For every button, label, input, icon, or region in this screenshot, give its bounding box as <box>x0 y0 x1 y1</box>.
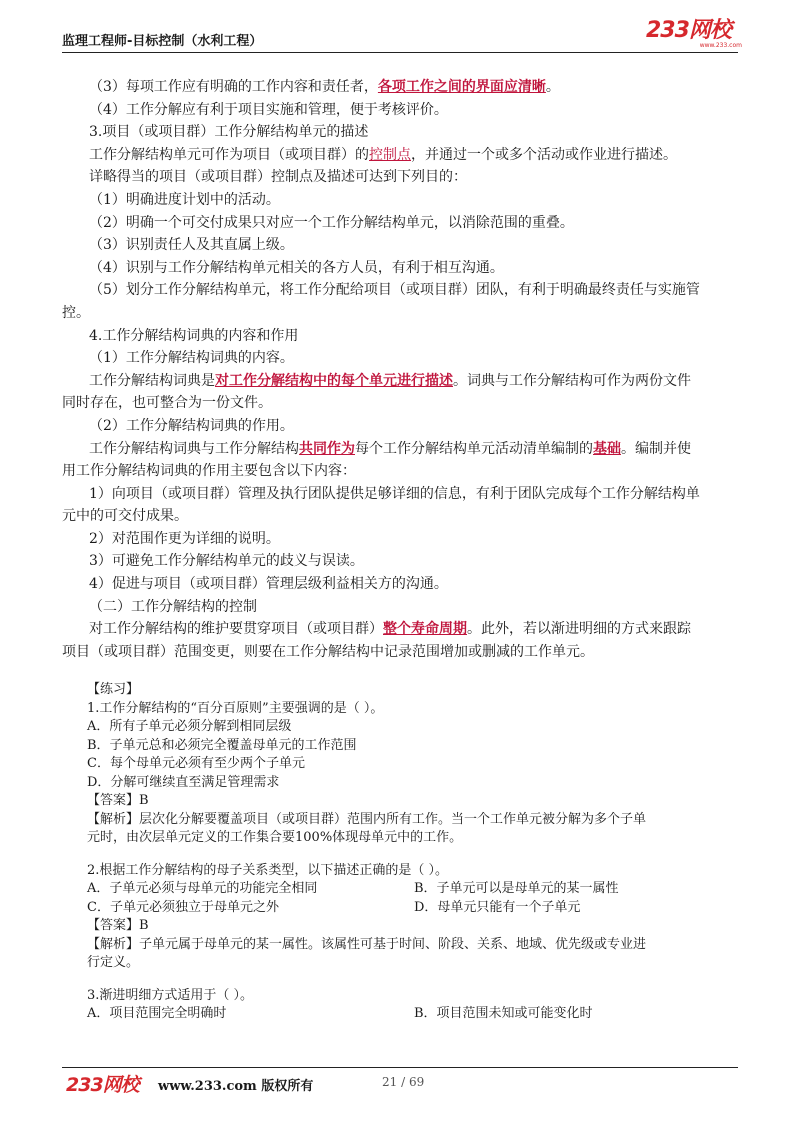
footer-copyright: www.233.com 版权所有 <box>158 1079 314 1094</box>
option-a: A．子单元必须与母单元的功能完全相同 <box>87 881 318 897</box>
explanation-line: 【解析】层次化分解要覆盖项目（或项目群）范围内所有工作。当一个工作单元被分解为多个子单 <box>87 811 647 827</box>
option-row <box>62 899 752 918</box>
option-d: D．分解可继续直至满足管理需求 <box>87 774 280 790</box>
explanation-line: 【解析】子单元属于母单元的某一属性。该属性可基于时间、阶段、关系、地域、优先级或专业进 <box>87 936 647 952</box>
highlight: 基础 <box>593 440 621 457</box>
paragraph-line: （4）工作分解应有利于项目实施和管理，便于考核评价。 <box>89 101 448 118</box>
paragraph-line: 工作分解结构单元可作为项目（或项目群）的控制点，并通过一个或多个活动或作业进行描述。 <box>89 146 677 163</box>
list-item: （4）识别与工作分解结构单元相关的各方人员，有利于相互沟通。 <box>89 259 504 276</box>
brand-logo <box>646 20 746 50</box>
highlight: 各项工作之间的界面应清晰 <box>377 79 546 95</box>
subheading: （1）工作分解结构词典的内容。 <box>89 350 294 367</box>
option-b: B．项目范围未知或可能变化时 <box>414 1006 593 1022</box>
document-title: 监理工程师-目标控制（水利工程） <box>62 34 263 49</box>
list-item: 1）向项目（或项目群）管理及执行团队提供足够详细的信息，有利于团队完成每个工作分解结构单 <box>89 485 700 502</box>
paragraph-line: （3）每项工作应有明确的工作内容和责任者，各项工作之间的界面应清晰。 <box>89 79 560 95</box>
highlight: 对工作分解结构中的每个单元进行描述 <box>215 372 453 389</box>
subheading: （2）工作分解结构词典的作用。 <box>89 417 294 434</box>
option-b: B．子单元可以是母单元的某一属性 <box>414 881 619 897</box>
list-item: （5）划分工作分解结构单元，将工作分配给项目（或项目群）团队，有利于明确最终责任与实施管 <box>89 282 700 299</box>
paragraph-line: 工作分解结构词典是对工作分解结构中的每个单元进行描述。词典与工作分解结构可作为两份文件 <box>89 372 691 389</box>
main-content <box>62 76 752 1024</box>
paragraph-line: 对工作分解结构的维护要贯穿项目（或项目群）整个寿命周期。此外，若以渐进明细的方式来跟踪 <box>89 621 691 638</box>
explanation-line: 元时，由次层单元定义的工作集合要100%体现母单元中的工作。 <box>87 830 463 846</box>
paragraph-line: 用工作分解结构词典的作用主要包含以下内容： <box>62 463 356 480</box>
exercise-section <box>62 681 752 1024</box>
paragraph-line: 详略得当的项目（或项目群）控制点及描述可达到下列目的： <box>89 169 467 186</box>
list-item: （2）明确一个可交付成果只对应一个工作分解结构单元，以消除范围的重叠。 <box>89 214 574 231</box>
list-item: 4）促进与项目（或项目群）管理层级利益相关方的沟通。 <box>89 576 448 593</box>
option-row <box>62 1005 752 1024</box>
footer-divider <box>62 1067 738 1068</box>
paragraph-line: 项目（或项目群）范围变更，则要在工作分解结构中记录范围增加或删减的工作单元。 <box>62 643 594 660</box>
option-a: A．所有子单元必须分解到相同层级 <box>87 719 292 735</box>
footer-logo: 233网校 <box>66 1074 139 1096</box>
option-d: D．母单元只能有一个子单元 <box>414 899 581 915</box>
paragraph-line: 同时存在，也可整合为一份文件。 <box>62 395 272 412</box>
subheading: （二）工作分解结构的控制 <box>89 598 257 615</box>
option-c: C．每个母单元必须有至少两个子单元 <box>87 756 305 772</box>
option-c: C．子单元必须独立于母单元之外 <box>87 899 279 915</box>
section-heading: 3.项目（或项目群）工作分解结构单元的描述 <box>89 124 369 141</box>
option-row <box>62 880 752 899</box>
list-item: 3）可避免工作分解结构单元的歧义与误读。 <box>89 553 364 570</box>
section-heading: 4.工作分解结构词典的内容和作用 <box>89 327 299 344</box>
exercise-title: 【练习】 <box>87 682 140 698</box>
explanation-line: 行定义。 <box>87 955 140 971</box>
header-divider <box>62 52 738 53</box>
highlight: 整个寿命周期 <box>383 621 467 638</box>
paragraph-line: 工作分解结构词典与工作分解结构共同作为每个工作分解结构单元活动清单编制的基础。编制并使 <box>89 440 691 457</box>
highlight: 共同作为 <box>299 440 355 457</box>
option-b: B．子单元总和必须完全覆盖母单元的工作范围 <box>87 737 357 753</box>
option-a: A．项目范围完全明确时 <box>87 1006 227 1022</box>
list-item: （1）明确进度计划中的活动。 <box>89 191 280 208</box>
list-item: （3）识别责任人及其直属上级。 <box>89 237 294 254</box>
list-item-continuation: 元中的可交付成果。 <box>62 508 188 525</box>
list-item-continuation: 控。 <box>62 304 90 321</box>
logo-text: 233网校 <box>646 18 731 43</box>
question-3: 3.渐进明细方式适用于（ ）。 <box>87 987 254 1003</box>
question-2: 2.根据工作分解结构的母子关系类型，以下描述正确的是（ ）。 <box>87 862 449 878</box>
list-item: 2）对范围作更为详细的说明。 <box>89 530 280 547</box>
answer: 【答案】B <box>87 793 149 809</box>
highlight: 控制点 <box>369 146 411 163</box>
logo-url: www.233.com <box>699 42 742 49</box>
answer: 【答案】B <box>87 918 149 934</box>
page-number: 21 / 69 <box>382 1075 425 1089</box>
question-1: 1.工作分解结构的“百分百原则”主要强调的是（ ）。 <box>87 700 384 716</box>
